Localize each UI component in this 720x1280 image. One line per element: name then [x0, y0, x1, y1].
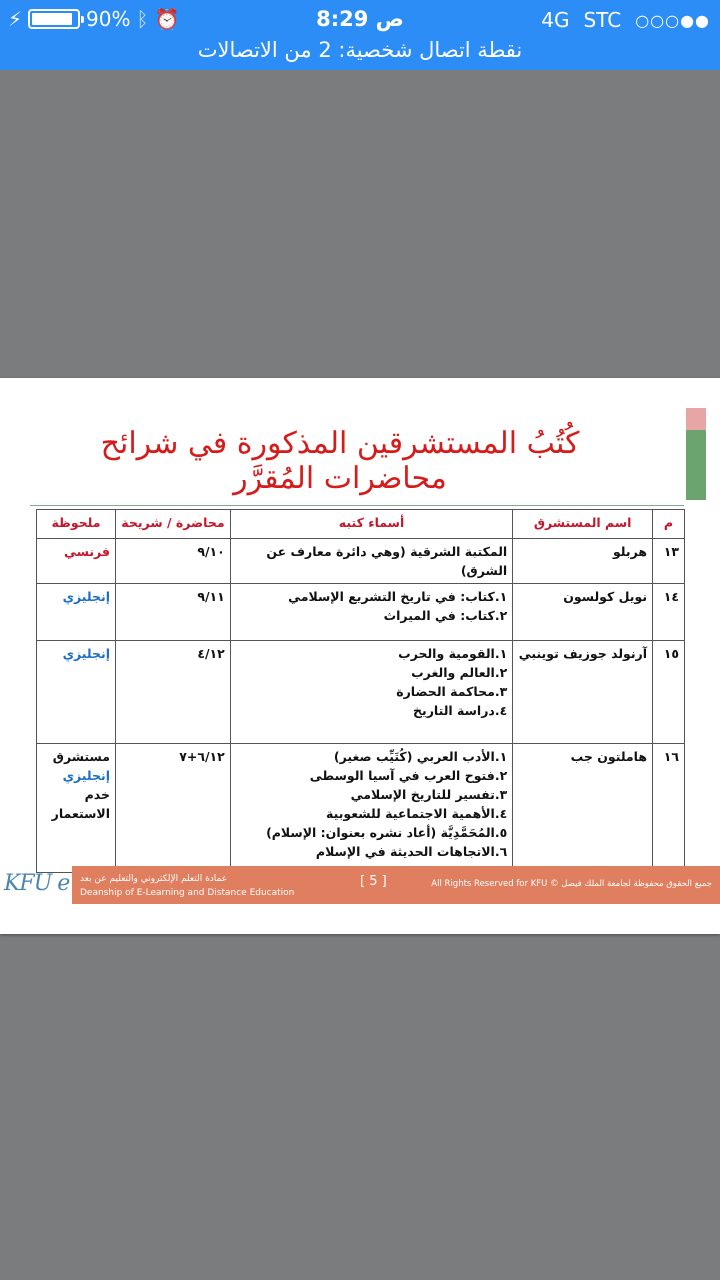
row-number: ١٥ [653, 641, 685, 744]
note-text: إنجليزي [62, 646, 110, 661]
deanship-arabic: عمادة التعلم الإلكتروني والتعليم عن بعد [80, 874, 228, 884]
signal-strength-icon: ○○○●● [635, 10, 710, 30]
note-text: فرنسي [63, 544, 110, 559]
book-title: ٢.العالم والغرب [411, 665, 508, 680]
books-cell [230, 641, 512, 744]
note-cell [37, 584, 116, 641]
carrier-name: STC [583, 8, 622, 32]
book-title: ٣.تفسير للتاريخ الإسلامي [350, 787, 508, 802]
title-divider [30, 505, 684, 506]
row-number: ١٦ [653, 744, 685, 873]
lecture-slide-ref: ٦/١٢+٧ [116, 744, 231, 873]
page-number: [ 5 ] [360, 874, 387, 889]
note-cell [37, 641, 116, 744]
book-title: ٣.محاكمة الحضارة [396, 684, 508, 699]
note-cell [37, 539, 116, 584]
book-title: ٤.دراسة التاريخ [413, 703, 508, 718]
table-header-cell: اسم المستشرق [513, 510, 653, 539]
book-title: ١.كتاب: في تاريخ التشريع الإسلامي [288, 589, 508, 604]
slide-image [0, 378, 720, 934]
alarm-icon: ⏰ [154, 7, 180, 31]
hotspot-banner[interactable]: نقطة اتصال شخصية: 2 من الاتصالات [197, 38, 523, 62]
note-text: خدم [84, 787, 110, 802]
row-number: ١٣ [653, 539, 685, 584]
orientalist-name: نويل كولسون [513, 584, 653, 641]
table-row [37, 744, 685, 873]
orientalist-name: هاملتون جب [513, 744, 653, 873]
network-type: 4G [541, 8, 570, 32]
table-row [37, 641, 685, 744]
table-header-cell: أسماء كتبه [230, 510, 512, 539]
note-text: الاستعمار [51, 806, 110, 821]
books-cell [230, 539, 512, 584]
status-bar [0, 0, 720, 70]
book-title: ٢.فتوح العرب في آسيا الوسطى [309, 768, 508, 783]
note-text: إنجليزي [62, 768, 110, 783]
book-title: المكتبة الشرقية (وهي دائرة معارف عن الشرق) [266, 544, 508, 578]
book-title: ٥.المُحَمَّدِيَّة (أعاد نشره بعنوان: الإسلام) [266, 825, 508, 840]
orientalists-table [36, 509, 685, 873]
status-time: 8:29 ص [316, 7, 404, 31]
orientalist-name: آرنولد جوزيف توينبي [513, 641, 653, 744]
bluetooth-icon: ᛒ [136, 7, 149, 31]
orientalist-name: هربلو [513, 539, 653, 584]
charging-icon: ⚡ [8, 7, 23, 31]
note-text: مستشرق [52, 749, 110, 764]
slide-title: كُتُبُ المستشرقين المذكورة في شرائح محاضرات المُقرَّر [100, 426, 580, 496]
book-title: ١.القومية والحرب [398, 646, 508, 661]
deanship-english: Deanship of E-Learning and Distance Education [80, 888, 295, 898]
table-header-cell: محاضرة / شريحة [116, 510, 231, 539]
lecture-slide-ref: ٤/١٢ [116, 641, 231, 744]
book-title: ١.الأدب العربي (كُتَيِّب صغير) [333, 749, 508, 764]
status-right [541, 8, 710, 32]
lecture-slide-ref: ٩/١١ [116, 584, 231, 641]
table-header-row [37, 510, 685, 539]
note-cell [37, 744, 116, 873]
battery-percent: 90% [86, 7, 131, 31]
books-cell [230, 584, 512, 641]
lecture-slide-ref: ٩/١٠ [116, 539, 231, 584]
decor-pink-block [686, 408, 706, 430]
row-number: ١٤ [653, 584, 685, 641]
book-title: ٦.الاتجاهات الحديثة في الإسلام [315, 844, 508, 859]
table-row [37, 539, 685, 584]
slide-footer [0, 866, 720, 904]
book-title: ٢.كتاب: في الميراث [383, 608, 508, 623]
table-header-cell: ملحوظة [37, 510, 116, 539]
kfu-logo: KFU e [4, 871, 70, 896]
decor-green-block [686, 430, 706, 500]
table-row [37, 584, 685, 641]
book-title: ٤.الأهمية الاجتماعية للشعوبية [326, 806, 508, 821]
note-text: إنجليزي [62, 589, 110, 604]
copyright-text: جميع الحقوق محفوظة لجامعة الملك فيصل © All Rights Reserved for KFU [431, 879, 712, 889]
table-header-cell: م [653, 510, 685, 539]
books-cell [230, 744, 512, 873]
